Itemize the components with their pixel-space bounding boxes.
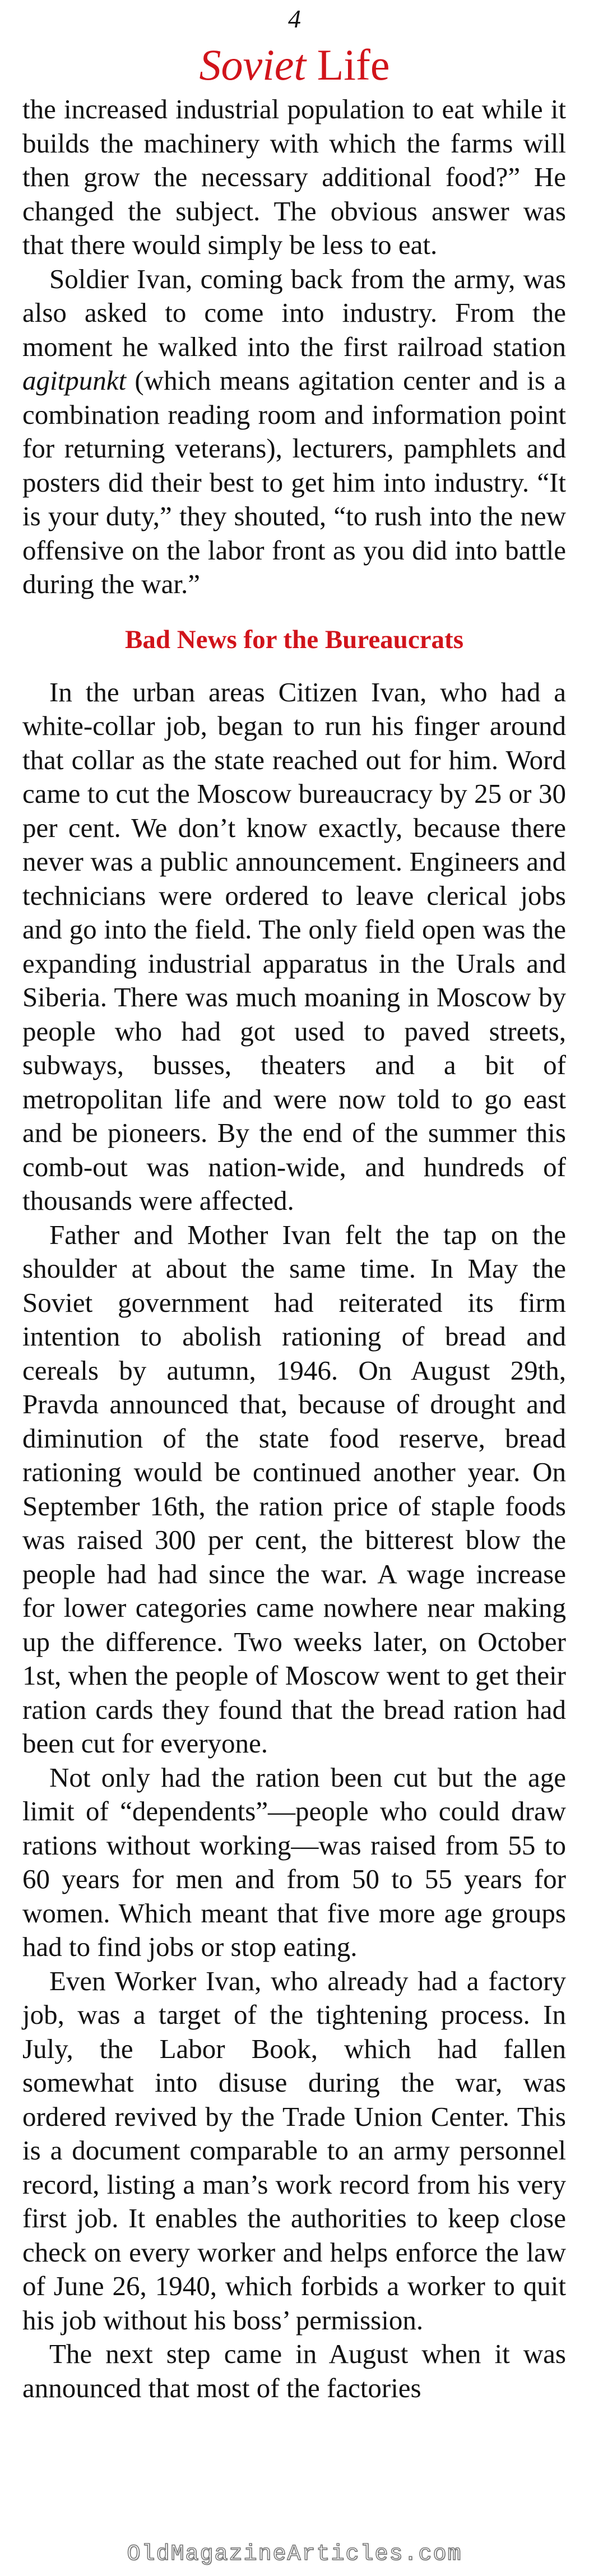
section-subhead: Bad News for the Bureaucrats <box>124 625 463 654</box>
source-watermark-text: OldMagazineArticles.com <box>127 2541 462 2567</box>
paragraph-5: Not only had the ration been cut but the age limit of “dependents”—people who could draw rations without working—was raised from 55 to 60 years for men and from 50 to 55 years for women. Which meant that five more age groups had to find jobs or stop eating. <box>22 1761 566 1962</box>
paragraph-2-start: Soldier Ivan, coming back from the army, was also asked to come into industry. From the moment he walked into the first railroad station <box>22 263 566 362</box>
paragraph-2 <box>22 262 566 602</box>
paragraph-7: The next step came in August when it was announced that most of the factories <box>22 2338 566 2403</box>
article-body <box>22 93 566 2405</box>
page-number: 4 <box>288 4 301 33</box>
paragraph-1: the increased industrial population to eat while it builds the machinery with which the farms will then grow the necessary additional food?” He changed the subject. The obvious answer was that there would simply be less to eat. <box>22 94 566 260</box>
agitpunkt-term: agitpunkt <box>22 365 127 396</box>
title-regular-part: Life <box>306 40 390 89</box>
paragraph-2-end: (which means agitation center and is a combination reading room and information point for returning veterans), lecturers, pamphlets and posters did their best to get him into industry. “It is your duty,” they shouted, “to rush into the new offensive on the labor front as you did into battle during the war.” <box>22 365 566 599</box>
paragraph-3: In the urban areas Citizen Ivan, who had a white-collar job, began to run his finger around that collar as the state reached out for him. Word came to cut the Moscow bureaucracy by 25 or 30 per cent. We don’t know exactly, because there never was a public announcement. Engineers and technicians were ordered to leave clerical jobs and go into the field. The only field open was the expanding industrial apparatus in the Urals and Siberia. There was much moaning in Moscow by people who had got used to paved streets, subways, busses, theaters and a bit of metropolitan life and were now told to go east and be pioneers. By the end of the summer this comb-out was nation-wide, and hundreds of thousands were affected. <box>22 676 566 1216</box>
title-italic-part: Soviet <box>199 40 307 89</box>
source-watermark <box>0 2532 589 2576</box>
paragraph-4: Father and Mother Ivan felt the tap on the shoulder at about the same time. In May the Soviet government had reiterated its firm intention to abolish rationing of bread and cereals by autumn, 1946. On August 29th, Pravda announced that, because of drought and diminution of the state food reserve, bread rationing would be continued another year. On September 16th, the ration price of staple foods was raised 300 per cent, the bitterest blow the people had had since the war. A wage increase for lower categories came nowhere near making up the difference. Two weeks later, on October 1st, when the people of Moscow went to get their ration cards they found that the bread ration had been cut for everyone. <box>22 1219 566 1759</box>
paragraph-6: Even Worker Ivan, who already had a factory job, was a target of the tightening process. In July, the Labor Book, which had fallen somewhat into disuse during the war, was ordered revived by the Trade Union Center. This is a document comparable to an army personnel record, listing a man’s work record from his very first job. It enables the authorities to keep close check on every worker and helps enforce the law of June 26, 1940, which forbids a worker to quit his job without his boss’ permission. <box>22 1965 566 2335</box>
publication-title <box>0 40 589 90</box>
